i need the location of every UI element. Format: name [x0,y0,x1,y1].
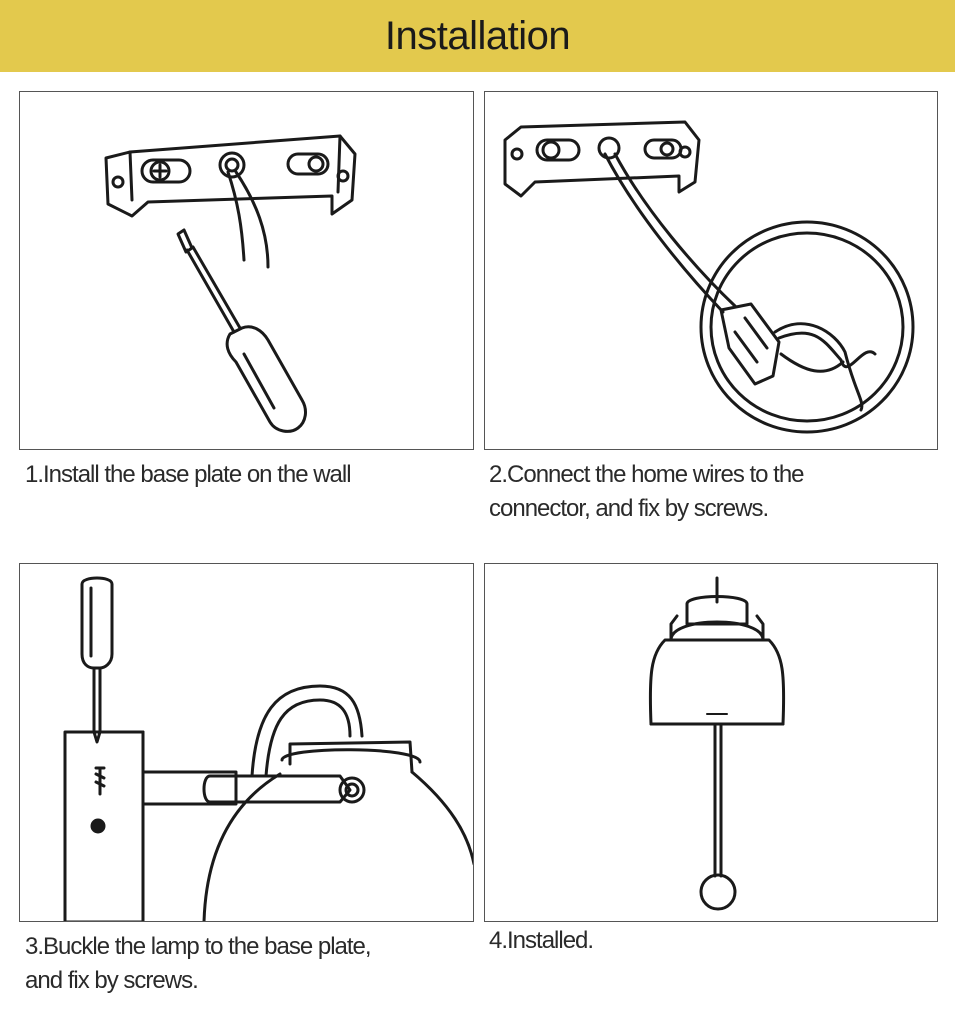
step-3-caption-line-1: 3.Buckle the lamp to the base plate, [25,933,371,960]
wire-connector-icon [605,154,875,410]
step-4-illustration [484,563,938,922]
screw-icon [96,768,104,794]
step-2-caption [489,458,804,526]
wall-lamp-icon [650,578,783,724]
step-2-caption-line-1: 2.Connect the home wires to the [489,461,804,488]
step-1-caption-line-1: 1.Install the base plate on the wall [25,461,351,488]
step-1-caption [25,458,351,492]
step-2-caption-line-2: connector, and fix by screws. [489,495,769,522]
screwdriver-icon [82,578,112,742]
mounting-bracket-icon [505,122,699,196]
pull-cord-icon [701,724,735,909]
step-2-illustration [484,91,938,450]
step-4-caption [489,924,593,958]
lamp-base-disc-icon [701,222,913,432]
step-1-illustration [19,91,474,450]
screwdriver-icon [178,230,305,431]
step-3-illustration [19,563,474,922]
lamp-arm-icon [143,686,364,804]
step-4-caption-line-1: 4.Installed. [489,927,594,954]
wires-icon [228,172,268,267]
wall-plate-icon [65,732,143,922]
lamp-shade-icon [204,742,474,922]
step-3-caption-line-2: and fix by screws. [25,967,198,994]
header-banner [0,0,955,72]
step-3-caption [25,930,371,998]
page-title: Installation [384,13,571,58]
